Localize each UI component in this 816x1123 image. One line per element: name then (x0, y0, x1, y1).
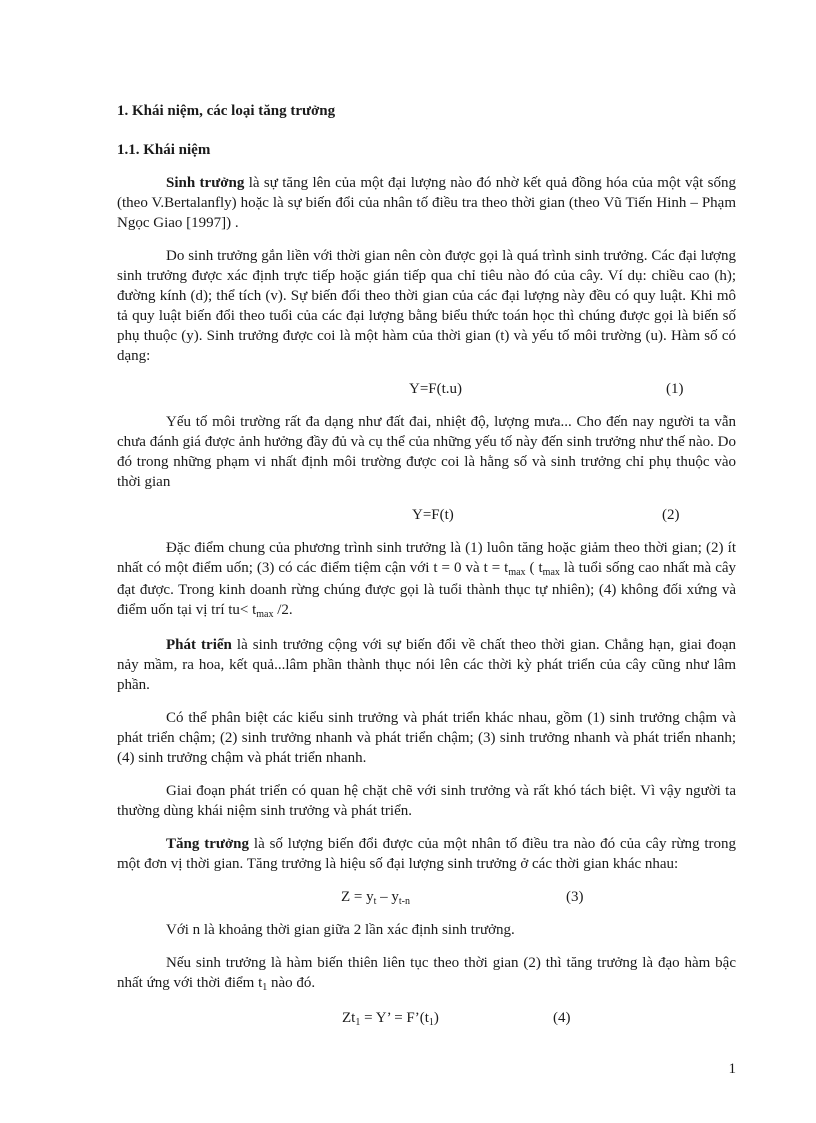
subscript: max (542, 567, 560, 578)
equation-formula (341, 887, 410, 909)
equation-number: (1) (666, 381, 684, 397)
text-segment: = Y’ = F’(t (360, 1010, 429, 1026)
text-segment: ( t (525, 560, 543, 576)
paragraph-development-stage: Giai đoạn phát triển có quan hệ chặt chẽ với sinh trưởng và rất khó tách biệt. Vì vậy người ta thường dùng khái niệm sinh trưởng và phát triển. (117, 783, 736, 819)
paragraph-environment: Yếu tố môi trường rất đa dạng như đất đai, nhiệt độ, lượng mưa... Cho đến nay người ta vẫn chưa đánh giá được ảnh hưởng đầy đủ và cụ thể của những yếu tố này đến sinh trưởng như thế nào. Do đó trong những phạm vi nhất định môi trường được coi là hằng số và sinh trưởng chỉ phụ thuộc vào thời gian (117, 414, 736, 490)
subscript: t-n (398, 896, 411, 907)
text-segment: nào đó. (267, 975, 316, 991)
term-sinh-truong: Sinh trưởng (166, 175, 245, 191)
paragraph-development-definition (117, 635, 736, 695)
subscript: t (373, 896, 377, 907)
equation-number: (4) (553, 1010, 571, 1026)
equation-2 (117, 505, 736, 525)
page-number: 1 (728, 1061, 736, 1077)
paragraph-growth-process: Do sinh trưởng gắn liền với thời gian nên còn được gọi là quá trình sinh trưởng. Các đại lượng sinh trưởng được xác định trực tiếp hoặc gián tiếp qua chỉ tiêu nào đó của cây. Ví dụ: chiều cao (h); đường kính (d); thể tích (v). Sự biến đổi theo thời gian của các đại lượng này đều có quy luật. Khi mô tả quy luật biến đổi theo tuổi của các đại lượng bằng biểu thức toán học thì chúng được gọi là biến số phụ thuộc (y). Sinh trưởng được coi là một hàm của thời gian (t) và yếu tố môi trường (u). Hàm số có dạng: (117, 248, 736, 364)
text-segment: Z = y (341, 889, 374, 905)
paragraph-increment-definition (117, 834, 736, 874)
subscript: 1 (355, 1017, 361, 1028)
equation-formula: Y=F(t.u) (409, 381, 463, 397)
equation-number: (2) (662, 507, 680, 523)
paragraph-text: là số lượng biến đổi được của một nhân tố điều tra nào đó của cây rừng trong một đơn vị thời gian. Tăng trưởng là hiệu số đại lượng sinh trưởng ở các thời gian khác nhau: (117, 836, 736, 872)
text-segment: Nếu sinh trưởng là hàm biến thiên liên tục theo thời gian (2) thì tăng trưởng là đạo hàm bậc nhất ứng với thời điểm t (117, 955, 736, 991)
paragraph-text: là sinh trưởng cộng với sự biến đổi về chất theo thời gian. Chẳng hạn, giai đoạn nảy mầm, ra hoa, kết quả...lâm phần thành thục nói lên các thời kỳ phát triển của cây cũng như lâm phần. (117, 637, 736, 693)
text-segment: Zt (342, 1010, 356, 1026)
subscript: max (256, 609, 274, 620)
subscript: 1 (262, 982, 268, 993)
subscript: 1 (428, 1017, 434, 1028)
equation-3 (117, 887, 736, 907)
paragraph-derivative (117, 953, 736, 995)
equation-formula: Y=F(t) (412, 507, 454, 523)
paragraph-text: là sự tăng lên của một đại lượng nào đó nhờ kết quả đồng hóa của một vật sống (theo V.Bertalanfly) hoặc là sự biến đổi của nhân tố điều tra theo thời gian (theo Vũ Tiến Hinh – Phạm Ngọc Giao [1997]) . (117, 175, 736, 231)
term-phat-trien: Phát triển (166, 637, 232, 653)
subsection-heading: 1.1. Khái niệm (117, 142, 211, 158)
text-segment: là tuổi sống cao nhất mà cây đạt được. Trong kinh doanh rừng chúng được gọi là tuổi thành thục tự nhiên); (4) không đối xứng và điểm uốn tại vị trí tu< t (117, 560, 737, 618)
equation-1 (117, 379, 736, 399)
text-segment: – y (376, 889, 399, 905)
section-heading: 1. Khái niệm, các loại tăng trưởng (117, 103, 336, 119)
subscript: max (508, 567, 526, 578)
equation-formula (342, 1008, 439, 1030)
term-tang-truong: Tăng trưởng (166, 836, 250, 852)
text-segment: ) (433, 1010, 439, 1026)
paragraph-interval: Với n là khoảng thời gian giữa 2 lần xác định sinh trưởng. (166, 922, 515, 938)
text-segment: /2. (273, 602, 293, 618)
text-segment: Đặc điểm chung của phương trình sinh trưởng là (1) luôn tăng hoặc giảm theo thời gian; (2) ít nhất có một điểm uốn; (3) có các điểm tiệm cận với t = 0 và t = t (117, 540, 736, 576)
equation-number: (3) (566, 889, 584, 905)
paragraph-growth-definition (117, 173, 736, 233)
paragraph-growth-types: Có thể phân biệt các kiểu sinh trưởng và phát triển khác nhau, gồm (1) sinh trưởng chậm và phát triển chậm; (2) sinh trưởng nhanh và phát triển chậm; (3) sinh trưởng nhanh và phát triển nhanh; (4) sinh trưởng chậm và phát triển nhanh. (117, 710, 736, 766)
equation-4 (117, 1008, 736, 1028)
paragraph-growth-characteristics (117, 538, 736, 622)
